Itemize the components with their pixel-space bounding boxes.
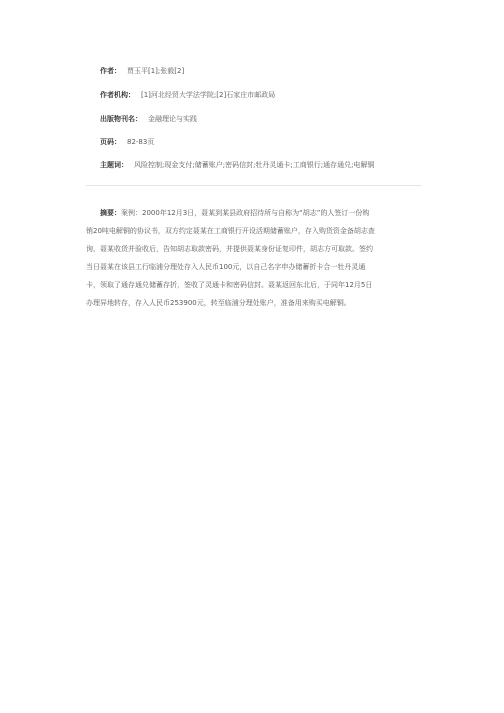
abstract-label: 摘要： bbox=[100, 209, 121, 217]
abstract-text: 案例：2000年12月3日，聂某到某县政府招待所与自称为“胡志”的人签订一份购 bbox=[121, 209, 370, 217]
publication-value: 金融理论与实践 bbox=[148, 115, 197, 123]
abstract-line: 卡，领取了通存通兑储蓄存折，签收了灵通卡和密码信封。聂某返回东北后，于同年12月5日 bbox=[86, 281, 373, 289]
keywords-label: 主题词： bbox=[100, 161, 128, 169]
author-label: 作者： bbox=[100, 67, 121, 75]
pages-value: 82-83页 bbox=[127, 138, 155, 146]
institution-row bbox=[100, 90, 440, 100]
publication-row bbox=[100, 114, 440, 124]
abstract-line: 办理异地转存，存入人民币253900元，转至临浦分理处账户，准备用来购买电解铜。 bbox=[86, 299, 351, 307]
keywords-row bbox=[100, 160, 440, 170]
abstract-line: 当日聂某在该县工行临浦分理处存入人民币100元，以自己名字申办储蓄折卡合一牡丹灵通 bbox=[86, 263, 366, 271]
institution-label: 作者机构： bbox=[100, 91, 135, 99]
abstract-line bbox=[86, 208, 424, 226]
abstract-line: 销20吨电解铜的协议书，双方约定聂某在工商银行开设活期储蓄账户，存入购货资金备胡志查 bbox=[86, 227, 375, 235]
abstract-line: 询，聂某收货并验收后，告知胡志取款密码，并提供聂某身份证复印件，胡志方可取款。签约 bbox=[86, 245, 373, 253]
abstract-block bbox=[86, 208, 424, 316]
pages-row bbox=[100, 137, 440, 147]
author-value: 贾玉平[1];张毅[2] bbox=[127, 67, 185, 75]
pages-label: 页码： bbox=[100, 138, 121, 146]
author-row bbox=[100, 66, 440, 76]
section-divider bbox=[86, 185, 422, 186]
keywords-value: 风险控制;现金支付;储蓄账户;密码信封;牡丹灵通卡;工商银行;通存通兑;电解铜 bbox=[134, 161, 375, 169]
institution-value: [1]河北经贸大学法学院;[2]石家庄市邮政局 bbox=[141, 91, 276, 99]
publication-label: 出版物刊名： bbox=[100, 115, 142, 123]
